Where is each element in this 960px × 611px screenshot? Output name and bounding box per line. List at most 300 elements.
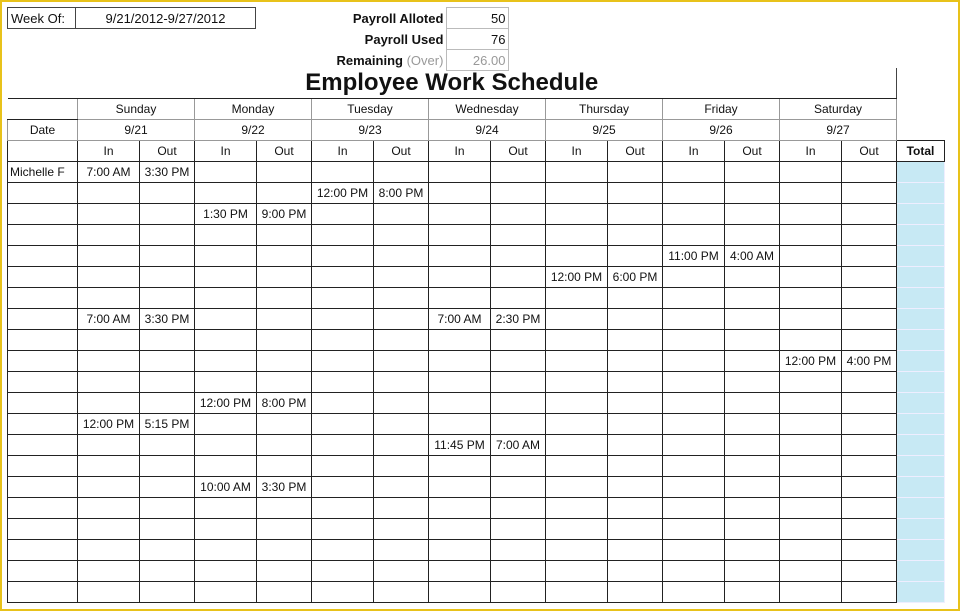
- shift-in-cell[interactable]: [546, 330, 608, 351]
- shift-out-cell[interactable]: [491, 519, 546, 540]
- shift-out-cell[interactable]: [140, 393, 195, 414]
- shift-in-cell[interactable]: [546, 162, 608, 183]
- shift-out-cell[interactable]: [842, 183, 897, 204]
- shift-out-cell[interactable]: [608, 309, 663, 330]
- shift-out-cell[interactable]: [608, 330, 663, 351]
- shift-in-cell[interactable]: [546, 435, 608, 456]
- shift-out-cell[interactable]: [608, 393, 663, 414]
- shift-in-cell[interactable]: [78, 519, 140, 540]
- week-of-field[interactable]: 9/21/2012-9/27/2012: [76, 8, 256, 29]
- shift-out-cell[interactable]: [725, 351, 780, 372]
- shift-out-cell[interactable]: [491, 267, 546, 288]
- employee-name-cell[interactable]: [8, 372, 78, 393]
- shift-out-cell[interactable]: [725, 372, 780, 393]
- shift-out-cell[interactable]: [140, 477, 195, 498]
- payroll-used-field[interactable]: 76: [447, 29, 509, 50]
- shift-in-cell[interactable]: [663, 456, 725, 477]
- shift-in-cell[interactable]: [663, 540, 725, 561]
- shift-out-cell[interactable]: [725, 309, 780, 330]
- shift-out-cell[interactable]: [491, 162, 546, 183]
- shift-in-cell[interactable]: [312, 414, 374, 435]
- shift-out-cell[interactable]: [725, 498, 780, 519]
- shift-out-cell[interactable]: 9:00 PM: [257, 204, 312, 225]
- shift-out-cell[interactable]: [725, 330, 780, 351]
- shift-out-cell[interactable]: [374, 267, 429, 288]
- shift-in-cell[interactable]: [429, 267, 491, 288]
- shift-in-cell[interactable]: [663, 225, 725, 246]
- shift-in-cell[interactable]: 7:00 AM: [78, 162, 140, 183]
- shift-out-cell[interactable]: [608, 351, 663, 372]
- shift-out-cell[interactable]: [725, 204, 780, 225]
- shift-in-cell[interactable]: [429, 225, 491, 246]
- remaining-field[interactable]: 26.00: [447, 50, 509, 71]
- shift-in-cell[interactable]: [780, 204, 842, 225]
- shift-in-cell[interactable]: [195, 225, 257, 246]
- shift-in-cell[interactable]: [312, 582, 374, 603]
- shift-out-cell[interactable]: [725, 435, 780, 456]
- shift-out-cell[interactable]: 2:30 PM: [491, 309, 546, 330]
- shift-in-cell[interactable]: [78, 477, 140, 498]
- shift-in-cell[interactable]: [195, 561, 257, 582]
- shift-in-cell[interactable]: [312, 351, 374, 372]
- shift-in-cell[interactable]: [312, 393, 374, 414]
- shift-out-cell[interactable]: [374, 330, 429, 351]
- shift-in-cell[interactable]: [429, 246, 491, 267]
- employee-name-cell[interactable]: [8, 288, 78, 309]
- shift-out-cell[interactable]: 8:00 PM: [257, 393, 312, 414]
- shift-out-cell[interactable]: [725, 456, 780, 477]
- shift-in-cell[interactable]: [780, 582, 842, 603]
- shift-in-cell[interactable]: [546, 393, 608, 414]
- shift-out-cell[interactable]: [608, 162, 663, 183]
- shift-in-cell[interactable]: [780, 183, 842, 204]
- shift-in-cell[interactable]: [195, 309, 257, 330]
- shift-in-cell[interactable]: [546, 204, 608, 225]
- shift-in-cell[interactable]: [195, 435, 257, 456]
- shift-in-cell[interactable]: [780, 246, 842, 267]
- shift-out-cell[interactable]: [374, 519, 429, 540]
- shift-in-cell[interactable]: [195, 414, 257, 435]
- shift-out-cell[interactable]: [725, 393, 780, 414]
- shift-out-cell[interactable]: [140, 204, 195, 225]
- shift-in-cell[interactable]: [780, 393, 842, 414]
- shift-out-cell[interactable]: 3:30 PM: [140, 162, 195, 183]
- shift-out-cell[interactable]: [491, 393, 546, 414]
- shift-in-cell[interactable]: [546, 519, 608, 540]
- shift-out-cell[interactable]: [491, 582, 546, 603]
- shift-out-cell[interactable]: [842, 246, 897, 267]
- shift-in-cell[interactable]: [429, 540, 491, 561]
- shift-out-cell[interactable]: [842, 267, 897, 288]
- shift-out-cell[interactable]: [842, 477, 897, 498]
- shift-in-cell[interactable]: [780, 540, 842, 561]
- shift-in-cell[interactable]: [312, 204, 374, 225]
- shift-out-cell[interactable]: [725, 540, 780, 561]
- total-cell[interactable]: [897, 414, 945, 435]
- total-cell[interactable]: [897, 267, 945, 288]
- total-cell[interactable]: [897, 288, 945, 309]
- shift-out-cell[interactable]: [257, 225, 312, 246]
- employee-name-cell[interactable]: [8, 498, 78, 519]
- shift-in-cell[interactable]: [312, 456, 374, 477]
- shift-in-cell[interactable]: [663, 372, 725, 393]
- employee-name-cell[interactable]: [8, 456, 78, 477]
- total-cell[interactable]: [897, 393, 945, 414]
- shift-in-cell[interactable]: [195, 498, 257, 519]
- shift-in-cell[interactable]: 7:00 AM: [78, 309, 140, 330]
- shift-out-cell[interactable]: [374, 582, 429, 603]
- shift-out-cell[interactable]: [608, 456, 663, 477]
- shift-out-cell[interactable]: [608, 246, 663, 267]
- shift-in-cell[interactable]: [546, 540, 608, 561]
- shift-out-cell[interactable]: [140, 456, 195, 477]
- shift-out-cell[interactable]: 6:00 PM: [608, 267, 663, 288]
- shift-out-cell[interactable]: [608, 183, 663, 204]
- shift-out-cell[interactable]: [608, 372, 663, 393]
- shift-out-cell[interactable]: [491, 183, 546, 204]
- shift-in-cell[interactable]: [546, 309, 608, 330]
- shift-out-cell[interactable]: [842, 435, 897, 456]
- shift-out-cell[interactable]: [374, 225, 429, 246]
- shift-out-cell[interactable]: [725, 561, 780, 582]
- shift-out-cell[interactable]: [374, 246, 429, 267]
- employee-name-cell[interactable]: [8, 582, 78, 603]
- total-cell[interactable]: [897, 561, 945, 582]
- shift-in-cell[interactable]: [78, 267, 140, 288]
- shift-out-cell[interactable]: [842, 204, 897, 225]
- total-cell[interactable]: [897, 498, 945, 519]
- shift-in-cell[interactable]: [312, 561, 374, 582]
- shift-in-cell[interactable]: [78, 561, 140, 582]
- shift-out-cell[interactable]: [842, 519, 897, 540]
- shift-in-cell[interactable]: [195, 330, 257, 351]
- shift-out-cell[interactable]: [374, 288, 429, 309]
- shift-in-cell[interactable]: [780, 561, 842, 582]
- shift-out-cell[interactable]: [140, 267, 195, 288]
- shift-in-cell[interactable]: [312, 288, 374, 309]
- shift-out-cell[interactable]: [491, 330, 546, 351]
- total-cell[interactable]: [897, 309, 945, 330]
- shift-in-cell[interactable]: [195, 267, 257, 288]
- shift-in-cell[interactable]: 10:00 AM: [195, 477, 257, 498]
- total-cell[interactable]: [897, 435, 945, 456]
- shift-in-cell[interactable]: [429, 456, 491, 477]
- shift-in-cell[interactable]: [780, 477, 842, 498]
- employee-name-cell[interactable]: [8, 267, 78, 288]
- shift-in-cell[interactable]: [429, 519, 491, 540]
- shift-in-cell[interactable]: [663, 330, 725, 351]
- shift-out-cell[interactable]: [140, 225, 195, 246]
- shift-in-cell[interactable]: [780, 414, 842, 435]
- shift-in-cell[interactable]: [195, 162, 257, 183]
- shift-in-cell[interactable]: [195, 582, 257, 603]
- shift-out-cell[interactable]: [257, 162, 312, 183]
- shift-in-cell[interactable]: 12:00 PM: [78, 414, 140, 435]
- shift-out-cell[interactable]: [842, 414, 897, 435]
- shift-out-cell[interactable]: [842, 309, 897, 330]
- shift-out-cell[interactable]: [491, 456, 546, 477]
- shift-out-cell[interactable]: 8:00 PM: [374, 183, 429, 204]
- shift-out-cell[interactable]: [842, 393, 897, 414]
- shift-out-cell[interactable]: [374, 435, 429, 456]
- shift-in-cell[interactable]: [429, 204, 491, 225]
- shift-out-cell[interactable]: [257, 246, 312, 267]
- shift-out-cell[interactable]: [140, 330, 195, 351]
- shift-in-cell[interactable]: [546, 288, 608, 309]
- total-cell[interactable]: [897, 519, 945, 540]
- shift-in-cell[interactable]: [546, 498, 608, 519]
- shift-out-cell[interactable]: [608, 414, 663, 435]
- shift-out-cell[interactable]: [257, 330, 312, 351]
- shift-out-cell[interactable]: 3:30 PM: [257, 477, 312, 498]
- shift-out-cell[interactable]: [140, 582, 195, 603]
- shift-in-cell[interactable]: [195, 456, 257, 477]
- shift-in-cell[interactable]: [663, 414, 725, 435]
- shift-in-cell[interactable]: [312, 267, 374, 288]
- shift-out-cell[interactable]: [608, 561, 663, 582]
- shift-out-cell[interactable]: [257, 267, 312, 288]
- shift-in-cell[interactable]: [546, 246, 608, 267]
- shift-in-cell[interactable]: [78, 498, 140, 519]
- shift-out-cell[interactable]: [725, 477, 780, 498]
- shift-in-cell[interactable]: [663, 288, 725, 309]
- employee-name-cell[interactable]: [8, 351, 78, 372]
- shift-out-cell[interactable]: [257, 309, 312, 330]
- shift-in-cell[interactable]: [312, 225, 374, 246]
- shift-in-cell[interactable]: [663, 519, 725, 540]
- shift-out-cell[interactable]: [725, 225, 780, 246]
- shift-out-cell[interactable]: [608, 477, 663, 498]
- shift-out-cell[interactable]: [842, 288, 897, 309]
- total-cell[interactable]: [897, 456, 945, 477]
- shift-out-cell[interactable]: [257, 372, 312, 393]
- shift-in-cell[interactable]: [78, 225, 140, 246]
- shift-out-cell[interactable]: [608, 540, 663, 561]
- shift-out-cell[interactable]: [374, 393, 429, 414]
- shift-out-cell[interactable]: [140, 183, 195, 204]
- shift-out-cell[interactable]: [140, 498, 195, 519]
- shift-in-cell[interactable]: [663, 183, 725, 204]
- shift-in-cell[interactable]: [546, 414, 608, 435]
- shift-out-cell[interactable]: 7:00 AM: [491, 435, 546, 456]
- shift-out-cell[interactable]: [608, 435, 663, 456]
- shift-out-cell[interactable]: [608, 582, 663, 603]
- shift-out-cell[interactable]: [491, 204, 546, 225]
- shift-out-cell[interactable]: [608, 498, 663, 519]
- shift-out-cell[interactable]: [842, 540, 897, 561]
- employee-name-cell[interactable]: [8, 540, 78, 561]
- shift-in-cell[interactable]: [546, 372, 608, 393]
- shift-in-cell[interactable]: [546, 582, 608, 603]
- employee-name-cell[interactable]: Michelle F: [8, 162, 78, 183]
- shift-in-cell[interactable]: [780, 330, 842, 351]
- shift-out-cell[interactable]: [257, 561, 312, 582]
- shift-in-cell[interactable]: [78, 351, 140, 372]
- shift-out-cell[interactable]: [257, 183, 312, 204]
- shift-in-cell[interactable]: [78, 435, 140, 456]
- shift-out-cell[interactable]: [491, 477, 546, 498]
- employee-name-cell[interactable]: [8, 414, 78, 435]
- shift-out-cell[interactable]: [374, 456, 429, 477]
- shift-out-cell[interactable]: [140, 246, 195, 267]
- shift-in-cell[interactable]: [195, 519, 257, 540]
- shift-in-cell[interactable]: 12:00 PM: [780, 351, 842, 372]
- shift-in-cell[interactable]: [195, 540, 257, 561]
- shift-in-cell[interactable]: [663, 498, 725, 519]
- shift-in-cell[interactable]: 12:00 PM: [546, 267, 608, 288]
- shift-out-cell[interactable]: [257, 540, 312, 561]
- employee-name-cell[interactable]: [8, 435, 78, 456]
- shift-out-cell[interactable]: [842, 561, 897, 582]
- total-cell[interactable]: [897, 204, 945, 225]
- shift-out-cell[interactable]: [374, 414, 429, 435]
- shift-in-cell[interactable]: [429, 582, 491, 603]
- shift-in-cell[interactable]: [195, 183, 257, 204]
- shift-in-cell[interactable]: [78, 246, 140, 267]
- total-cell[interactable]: [897, 183, 945, 204]
- shift-out-cell[interactable]: [491, 246, 546, 267]
- shift-out-cell[interactable]: [725, 267, 780, 288]
- shift-in-cell[interactable]: [546, 351, 608, 372]
- employee-name-cell[interactable]: [8, 561, 78, 582]
- shift-in-cell[interactable]: [312, 372, 374, 393]
- shift-in-cell[interactable]: [663, 561, 725, 582]
- shift-out-cell[interactable]: [725, 288, 780, 309]
- employee-name-cell[interactable]: [8, 330, 78, 351]
- shift-out-cell[interactable]: [725, 519, 780, 540]
- shift-in-cell[interactable]: [78, 288, 140, 309]
- shift-out-cell[interactable]: [491, 414, 546, 435]
- shift-out-cell[interactable]: 5:15 PM: [140, 414, 195, 435]
- shift-out-cell[interactable]: [725, 582, 780, 603]
- employee-name-cell[interactable]: [8, 477, 78, 498]
- shift-in-cell[interactable]: [78, 393, 140, 414]
- employee-name-cell[interactable]: [8, 309, 78, 330]
- shift-in-cell[interactable]: [780, 225, 842, 246]
- shift-in-cell[interactable]: [663, 477, 725, 498]
- shift-in-cell[interactable]: [429, 561, 491, 582]
- total-cell[interactable]: [897, 372, 945, 393]
- shift-in-cell[interactable]: [312, 330, 374, 351]
- shift-out-cell[interactable]: [725, 162, 780, 183]
- shift-in-cell[interactable]: [78, 204, 140, 225]
- shift-out-cell[interactable]: [140, 540, 195, 561]
- shift-in-cell[interactable]: [312, 498, 374, 519]
- shift-out-cell[interactable]: [257, 288, 312, 309]
- total-cell[interactable]: [897, 582, 945, 603]
- shift-in-cell[interactable]: [78, 372, 140, 393]
- shift-in-cell[interactable]: [195, 351, 257, 372]
- shift-out-cell[interactable]: [140, 435, 195, 456]
- shift-out-cell[interactable]: [842, 582, 897, 603]
- shift-in-cell[interactable]: [78, 456, 140, 477]
- shift-out-cell[interactable]: [257, 435, 312, 456]
- shift-in-cell[interactable]: [780, 309, 842, 330]
- shift-out-cell[interactable]: [257, 498, 312, 519]
- shift-in-cell[interactable]: [663, 393, 725, 414]
- shift-out-cell[interactable]: [491, 288, 546, 309]
- shift-in-cell[interactable]: [312, 246, 374, 267]
- shift-in-cell[interactable]: [78, 183, 140, 204]
- shift-in-cell[interactable]: [546, 456, 608, 477]
- total-cell[interactable]: [897, 540, 945, 561]
- shift-out-cell[interactable]: [374, 204, 429, 225]
- employee-name-cell[interactable]: [8, 183, 78, 204]
- employee-name-cell[interactable]: [8, 225, 78, 246]
- shift-in-cell[interactable]: [780, 498, 842, 519]
- total-cell[interactable]: [897, 330, 945, 351]
- shift-in-cell[interactable]: [429, 477, 491, 498]
- shift-in-cell[interactable]: [780, 456, 842, 477]
- shift-out-cell[interactable]: [491, 351, 546, 372]
- shift-out-cell[interactable]: [725, 183, 780, 204]
- shift-in-cell[interactable]: [546, 183, 608, 204]
- shift-in-cell[interactable]: [663, 162, 725, 183]
- total-cell[interactable]: [897, 162, 945, 183]
- total-cell[interactable]: [897, 225, 945, 246]
- shift-out-cell[interactable]: [374, 162, 429, 183]
- shift-out-cell[interactable]: [491, 498, 546, 519]
- shift-out-cell[interactable]: [374, 309, 429, 330]
- shift-in-cell[interactable]: [663, 351, 725, 372]
- total-cell[interactable]: [897, 351, 945, 372]
- shift-in-cell[interactable]: [429, 414, 491, 435]
- total-cell[interactable]: [897, 477, 945, 498]
- shift-in-cell[interactable]: [663, 435, 725, 456]
- shift-out-cell[interactable]: [257, 519, 312, 540]
- shift-out-cell[interactable]: [140, 519, 195, 540]
- shift-in-cell[interactable]: [546, 477, 608, 498]
- shift-in-cell[interactable]: [429, 372, 491, 393]
- shift-in-cell[interactable]: 12:00 PM: [195, 393, 257, 414]
- shift-in-cell[interactable]: [780, 288, 842, 309]
- shift-out-cell[interactable]: 4:00 PM: [842, 351, 897, 372]
- shift-in-cell[interactable]: [78, 582, 140, 603]
- shift-out-cell[interactable]: [374, 477, 429, 498]
- shift-in-cell[interactable]: 11:00 PM: [663, 246, 725, 267]
- shift-out-cell[interactable]: [842, 456, 897, 477]
- shift-out-cell[interactable]: [491, 225, 546, 246]
- shift-out-cell[interactable]: [374, 540, 429, 561]
- shift-in-cell[interactable]: 12:00 PM: [312, 183, 374, 204]
- shift-out-cell[interactable]: [491, 540, 546, 561]
- payroll-alloted-field[interactable]: 50: [447, 8, 509, 29]
- shift-in-cell[interactable]: [663, 582, 725, 603]
- shift-out-cell[interactable]: [842, 330, 897, 351]
- shift-out-cell[interactable]: [842, 498, 897, 519]
- shift-in-cell[interactable]: 1:30 PM: [195, 204, 257, 225]
- shift-in-cell[interactable]: [780, 519, 842, 540]
- shift-in-cell[interactable]: [195, 372, 257, 393]
- shift-out-cell[interactable]: [374, 498, 429, 519]
- shift-in-cell[interactable]: [429, 351, 491, 372]
- total-cell[interactable]: [897, 246, 945, 267]
- shift-in-cell[interactable]: [78, 330, 140, 351]
- shift-in-cell[interactable]: [312, 540, 374, 561]
- shift-out-cell[interactable]: [257, 456, 312, 477]
- shift-out-cell[interactable]: [842, 225, 897, 246]
- shift-in-cell[interactable]: [429, 393, 491, 414]
- shift-out-cell[interactable]: [608, 225, 663, 246]
- shift-in-cell[interactable]: [429, 498, 491, 519]
- shift-in-cell[interactable]: [780, 267, 842, 288]
- shift-out-cell[interactable]: [374, 351, 429, 372]
- shift-out-cell[interactable]: [140, 288, 195, 309]
- shift-out-cell[interactable]: [140, 372, 195, 393]
- shift-in-cell[interactable]: [78, 540, 140, 561]
- shift-in-cell[interactable]: [780, 372, 842, 393]
- shift-out-cell[interactable]: [257, 414, 312, 435]
